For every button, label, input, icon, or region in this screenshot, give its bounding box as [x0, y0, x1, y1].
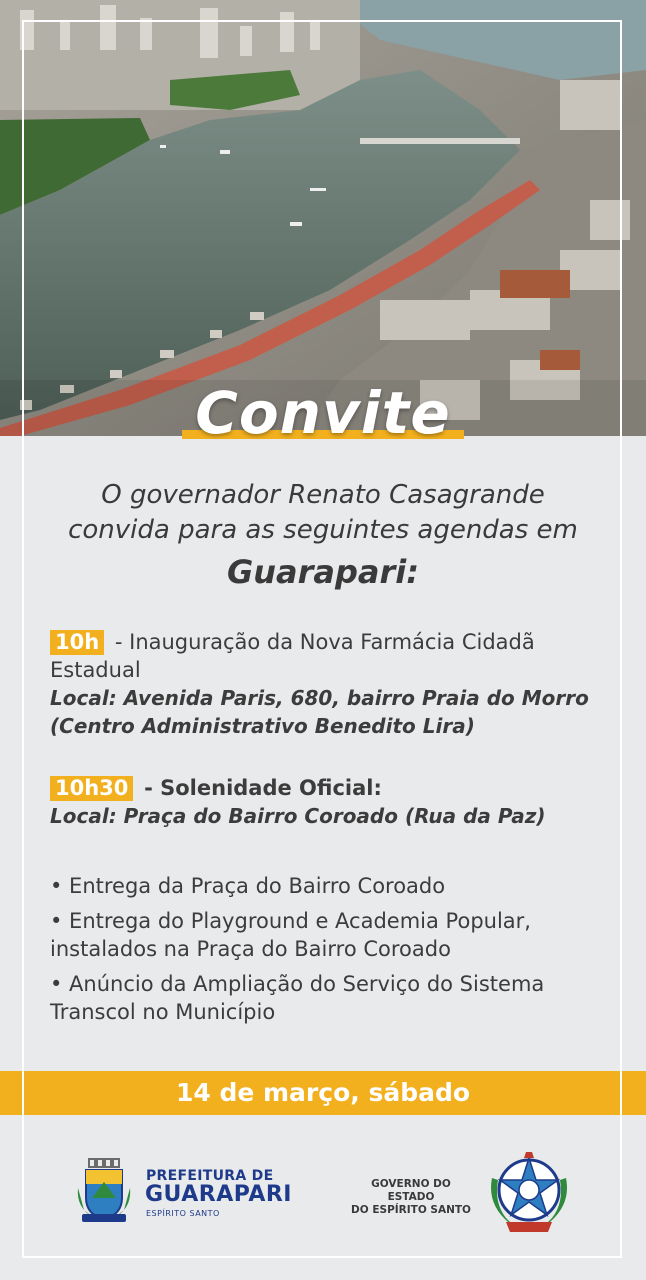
agenda-item-1	[50, 628, 610, 740]
bullet-list	[50, 872, 610, 1033]
list-item: • Entrega do Playground e Academia Popular, instalados na Praça do Bairro Coroado	[50, 909, 531, 961]
guarapari-crest-icon	[74, 1158, 134, 1224]
governo-logo	[348, 1148, 574, 1238]
list-item: • Anúncio da Ampliação do Serviço do Sistema Transcol no Município	[50, 972, 545, 1024]
aerial-city-photo	[0, 0, 646, 436]
title-area	[0, 380, 646, 450]
intro-text	[30, 478, 616, 594]
governo-text	[348, 1178, 474, 1217]
agenda-time-1: 10h	[50, 630, 104, 655]
event-date: 14 de março, sábado	[175, 1078, 471, 1107]
agenda-location-2: Local: Praça do Bairro Coroado (Rua da Paz)	[50, 804, 546, 828]
page-title: Convite	[195, 379, 451, 447]
prefeitura-line-2: GUARAPARI	[145, 1182, 292, 1207]
agenda-event-2: - Solenidade Oficial:	[144, 776, 382, 800]
prefeitura-line-1: PREFEITURA DE	[146, 1168, 274, 1184]
intro-line-2: convida para as seguintes agendas em	[68, 515, 578, 545]
agenda-time-2: 10h30	[50, 776, 133, 801]
date-banner	[0, 1071, 646, 1115]
intro-city: Guarapari:	[226, 553, 420, 591]
intro-line-1: O governador Renato Casagrande	[101, 480, 545, 510]
state-seal-icon	[486, 1148, 572, 1236]
agenda-item-2	[50, 774, 610, 830]
prefeitura-logo	[74, 1156, 304, 1226]
agenda-location-1a: Local: Avenida Paris, 680, bairro Praia do Morro	[50, 686, 589, 710]
prefeitura-line-3: ESPÍRITO SANTO	[146, 1209, 220, 1218]
list-item: • Entrega da Praça do Bairro Coroado	[50, 874, 446, 898]
governo-line-1: GOVERNO DO ESTADO	[371, 1178, 451, 1203]
governo-line-2: DO ESPÍRITO SANTO	[351, 1204, 471, 1216]
agenda-location-1b: (Centro Administrativo Benedito Lira)	[50, 714, 475, 738]
agenda-event-1: - Inauguração da Nova Farmácia Cidadã Estadual	[50, 630, 535, 682]
